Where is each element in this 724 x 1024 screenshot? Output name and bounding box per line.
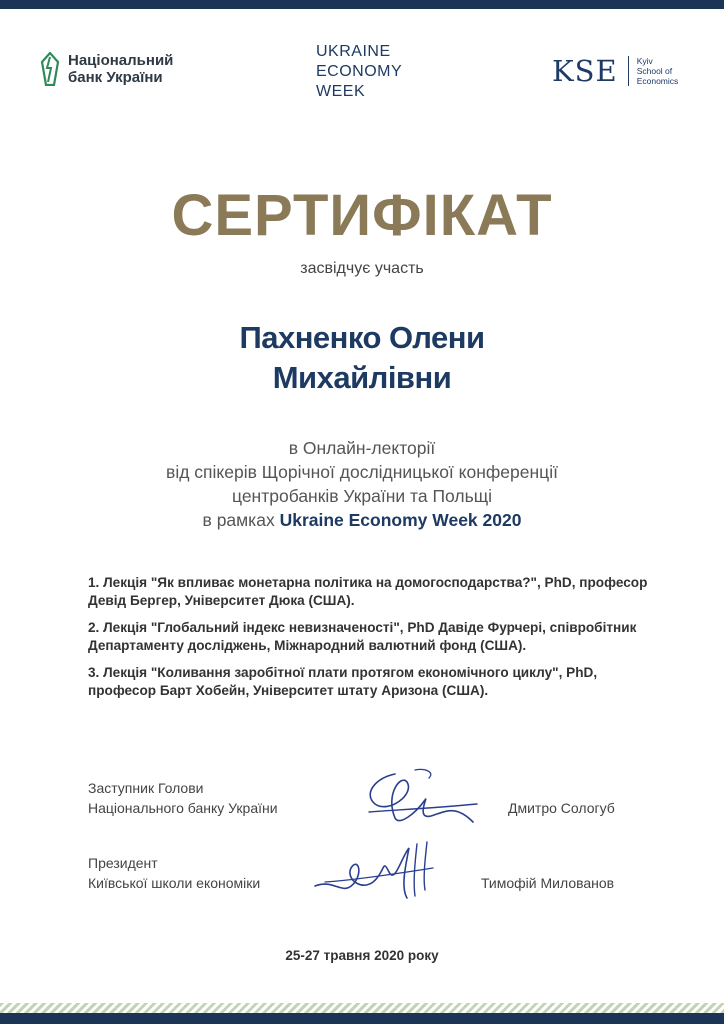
- top-border: [0, 0, 724, 9]
- certificate-title: СЕРТИФІКАТ: [171, 183, 553, 248]
- nbu-emblem-icon: [40, 52, 60, 86]
- kse-logo-divider: [628, 56, 629, 86]
- description-line1: в Онлайн-лекторії: [288, 438, 436, 458]
- recipient-name-line2: Михайлівни: [272, 360, 452, 395]
- recipient-name-line1: Пахненко Олени: [239, 320, 485, 355]
- signatory-2-title: [88, 853, 260, 893]
- description-line3: центробанків України та Польщі: [232, 486, 492, 506]
- uew-logo-line1: UKRAINE: [316, 43, 391, 60]
- signatory-2-title-line1: Президент: [88, 855, 158, 871]
- certificate-subtitle: засвідчує участь: [300, 260, 424, 277]
- description-line2: від спікерів Щорічної дослідницької конференції: [166, 462, 558, 482]
- uew-logo-line3: WEEK: [316, 83, 366, 100]
- signature-1: [355, 764, 485, 836]
- lecture-item: 2. Лекція "Глобальний індекс невизначеності", PhD Давіде Фурчері, співробітник Департаменту досліджень, Міжнародний валютний фонд (США).: [88, 620, 637, 653]
- uew-logo: [316, 42, 402, 102]
- kse-logo-line3: Economics: [636, 76, 679, 86]
- recipient-name: [0, 318, 724, 398]
- kse-logo: [552, 55, 678, 87]
- description-line4-prefix: в рамках: [202, 510, 280, 530]
- signatory-1-title-line1: Заступник Голови: [88, 780, 204, 796]
- description-line4: [0, 508, 724, 532]
- event-date: 25-27 травня 2020 року: [285, 948, 439, 963]
- event-name: Ukraine Economy Week 2020: [279, 510, 522, 530]
- kse-logo-line1: Kyiv: [636, 56, 653, 66]
- bottom-border: [0, 1013, 724, 1024]
- signatory-1-title: [88, 778, 278, 818]
- signatory-2-title-line2: Київської школи економіки: [88, 875, 261, 891]
- lecture-list: [88, 574, 648, 709]
- bottom-stripe-decoration: [0, 1003, 724, 1013]
- kse-logo-line2: School of: [636, 66, 673, 76]
- signatory-2-name: Тимофій Милованов: [481, 875, 615, 891]
- signature-2: [305, 838, 445, 910]
- signatory-1-name: Дмитро Сологуб: [508, 800, 615, 816]
- event-description: [0, 436, 724, 532]
- signatory-1-title-line2: Національного банку України: [88, 800, 278, 816]
- nbu-logo: [40, 52, 173, 86]
- kse-logo-mark: KSE: [552, 54, 618, 88]
- nbu-logo-line2: банк України: [68, 69, 163, 86]
- uew-logo-line2: ECONOMY: [316, 63, 403, 80]
- lecture-item: 3. Лекція "Коливання заробітної плати протягом економічного циклу", PhD, професор Барт Хобейн, Університет штату Аризона (США).: [88, 665, 598, 698]
- nbu-logo-line1: Національний: [68, 52, 174, 69]
- lecture-item: 1. Лекція "Як впливає монетарна політика на домогосподарства?", PhD, професор Девід Бергер, Університет Дюка (США).: [88, 575, 648, 608]
